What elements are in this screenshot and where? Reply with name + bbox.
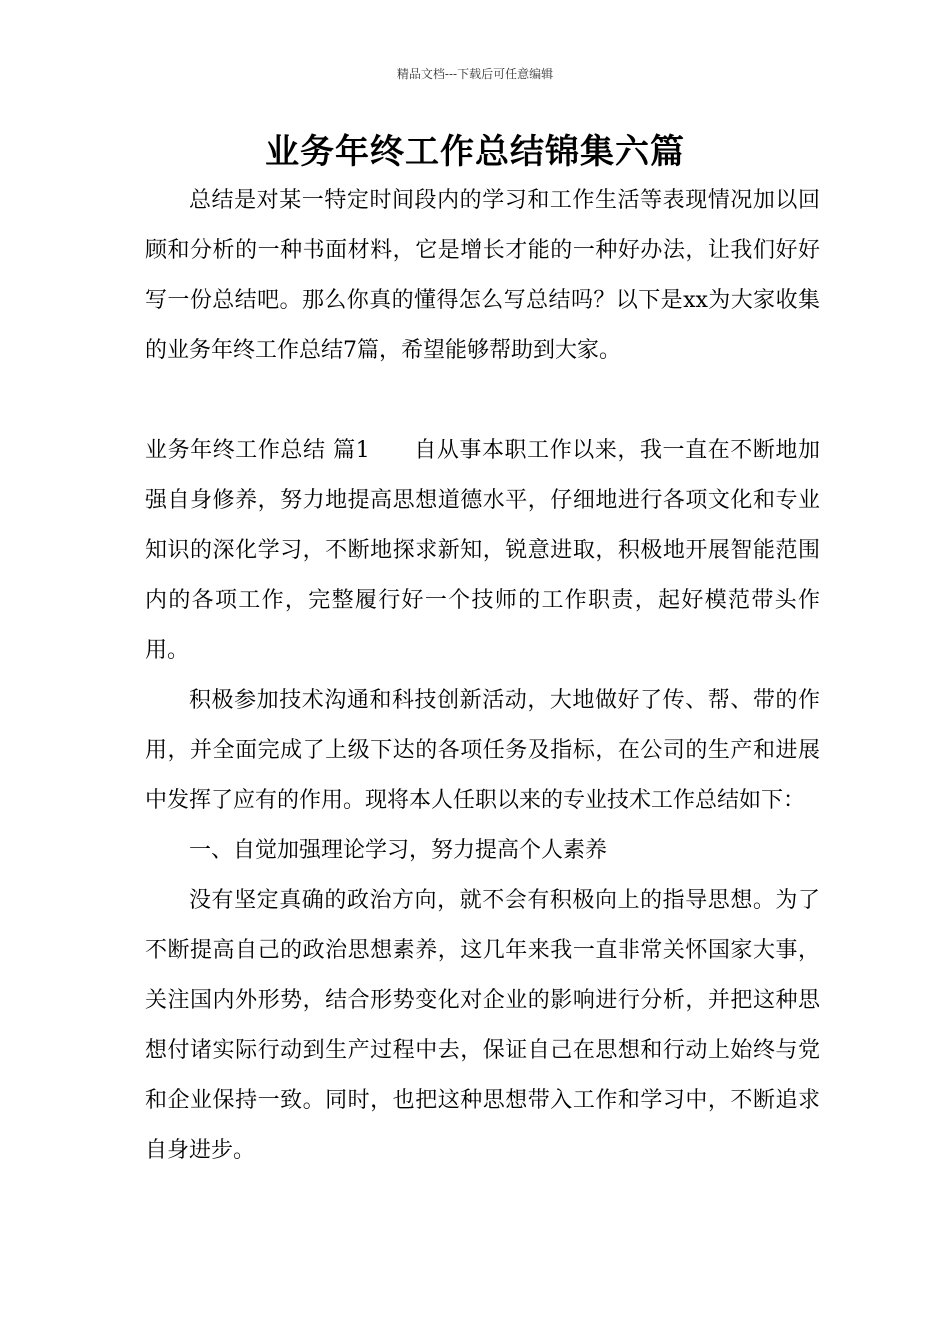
page-header: 精品文档---下载后可任意编辑: [396, 67, 554, 81]
section-1-heading: 业务年终工作总结 篇1: [145, 438, 370, 463]
intro-paragraph: 总结是对某一特定时间段内的学习和工作生活等表现情况加以回顾和分析的一种书面材料，它是增长才能的一种好办法，让我们好好写一份总结吧。那么你真的懂得怎么写总结吗？以下是xx为大家收集的业务年终工作总结7篇，希望能够帮助到大家。: [145, 188, 820, 363]
section-1-first-paragraph: [145, 426, 820, 676]
section-1-paragraph-1: 自从事本职工作以来，我一直在不断地加强自身修养，努力地提高思想道德水平，仔细地进行各项文化和专业知识的深化学习，不断地探求新知，锐意进取，积极地开展智能范围内的各项工作，完整履行好一个技师的工作职责，起好模范带头作用。: [145, 438, 820, 663]
document-title: 业务年终工作总结锦集六篇: [265, 132, 685, 172]
section-1-subheading-1: 一、自觉加强理论学习，努力提高个人素养: [189, 838, 608, 863]
section-1-paragraph-3: 没有坚定真确的政治方向，就不会有积极向上的指导思想。为了不断提高自己的政治思想素养，这几年来我一直非常关怀国家大事，关注国内外形势，结合形势变化对企业的影响进行分析，并把这种思想付诸实际行动到生产过程中去，保证自己在思想和行动上始终与党和企业保持一致。同时，也把这种思想带入工作和学习中，不断追求自身进步。: [145, 888, 820, 1163]
document-body: [145, 176, 820, 1176]
blank-line: [145, 376, 820, 426]
section-1-paragraph-2: 积极参加技术沟通和科技创新活动，大地做好了传、帮、带的作用，并全面完成了上级下达的各项任务及指标，在公司的生产和进展中发挥了应有的作用。现将本人任职以来的专业技术工作总结如下：: [145, 688, 820, 813]
